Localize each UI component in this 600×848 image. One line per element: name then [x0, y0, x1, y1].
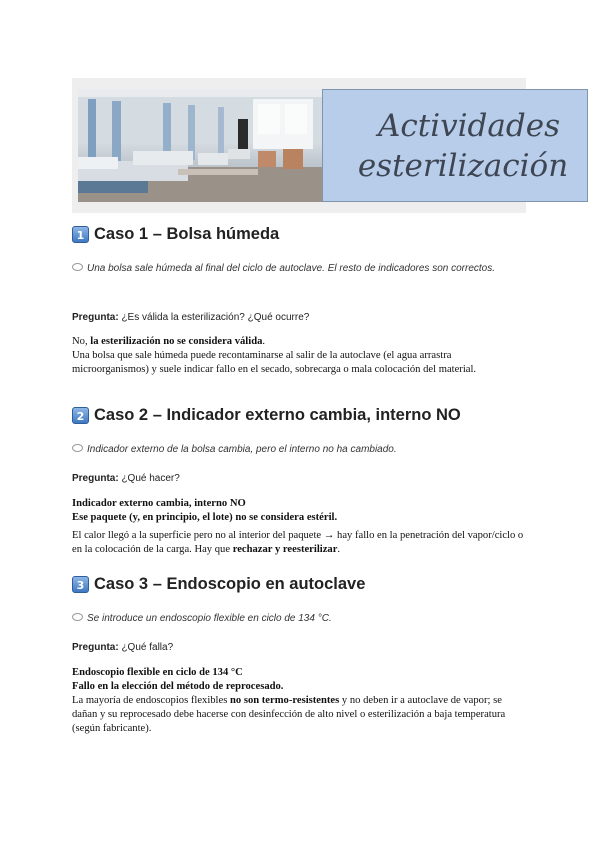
answer-suffix: . — [262, 336, 266, 347]
answer-key-point: no son termo-resistentes — [229, 695, 340, 706]
question-label: Pregunta: — [72, 473, 119, 484]
case-2-scenario-text: Indicador externo de la bolsa cambia, pero el interno no ha cambiado. — [87, 444, 397, 455]
case-1-heading — [72, 222, 279, 246]
case-2-title: Caso 2 – Indicador externo cambia, interno NO — [94, 406, 461, 424]
answer-action: rechazar y reesterilizar — [232, 544, 338, 555]
number-2-icon: 2 — [72, 407, 89, 424]
question-text: ¿Es válida la esterilización? ¿Qué ocurre? — [121, 312, 310, 323]
banner-title-line2: esterilización — [357, 148, 569, 184]
banner-title-line1: Actividades — [378, 108, 560, 144]
case-3-answer — [72, 666, 524, 736]
case-2-heading — [72, 403, 461, 427]
speech-bubble-icon — [72, 613, 83, 621]
hospital-ward-photo — [78, 89, 322, 202]
case-1-title: Caso 1 – Bolsa húmeda — [94, 225, 280, 243]
question-label: Pregunta: — [72, 642, 119, 653]
question-label: Pregunta: — [72, 312, 119, 323]
answer-body: El calor llegó a la superficie pero no al interior del paquete → hay fallo en la penetración del vapor/ciclo o en la colocación de la carga. Hay que rechazar y reesterilizar. — [72, 530, 524, 555]
case-2-scenario — [72, 439, 512, 461]
case-3-scenario-text: Se introduce un endoscopio flexible en ciclo de 134 °C. — [87, 613, 332, 624]
answer-heading-1: Indicador externo cambia, interno NO — [72, 498, 246, 509]
case-3-heading — [72, 572, 365, 596]
case-2-answer — [72, 497, 524, 557]
question-text: ¿Qué falla? — [121, 642, 174, 653]
answer-body: La mayoría de endoscopios flexibles no son termo-resistentes y no deben ir a autoclave de vapor; se dañan y su reprocesado debe hacerse con desinfección de alto nivel o esterilización a baja temperatura (según fabricante). — [72, 695, 506, 734]
answer-heading-2: Fallo en la elección del método de reprocesado. — [72, 681, 284, 692]
case-1-scenario — [72, 258, 512, 280]
speech-bubble-icon — [72, 444, 83, 452]
speech-bubble-icon — [72, 263, 83, 271]
case-3-title: Caso 3 – Endoscopio en autoclave — [94, 575, 366, 593]
title-panel — [322, 89, 588, 202]
answer-body: Una bolsa que sale húmeda puede recontaminarse al salir de la autoclave (el agua arrastra microorganismos) y suele indicar fallo en el secado, sobrecarga o mala colocación del material. — [72, 350, 477, 375]
header-banner — [72, 78, 569, 213]
case-1-answer — [72, 335, 524, 377]
answer-heading-1: Endoscopio flexible en ciclo de 134 °C — [72, 667, 243, 678]
case-1-scenario-text: Una bolsa sale húmeda al final del ciclo de autoclave. El resto de indicadores son correctos. — [87, 263, 496, 274]
number-1-icon: 1 — [72, 226, 89, 243]
question-text: ¿Qué hacer? — [121, 473, 180, 484]
case-3-scenario — [72, 608, 512, 630]
answer-verdict: la esterilización no se considera válida — [90, 336, 263, 347]
case-3-question — [72, 641, 173, 655]
answer-prefix: No, — [72, 336, 91, 347]
number-3-icon: 3 — [72, 576, 89, 593]
hospital-ward-illustration — [78, 89, 322, 202]
case-2-question — [72, 472, 180, 486]
answer-heading-2: Ese paquete (y, en principio, el lote) no se considera estéril. — [72, 512, 338, 523]
case-1-question — [72, 311, 309, 325]
